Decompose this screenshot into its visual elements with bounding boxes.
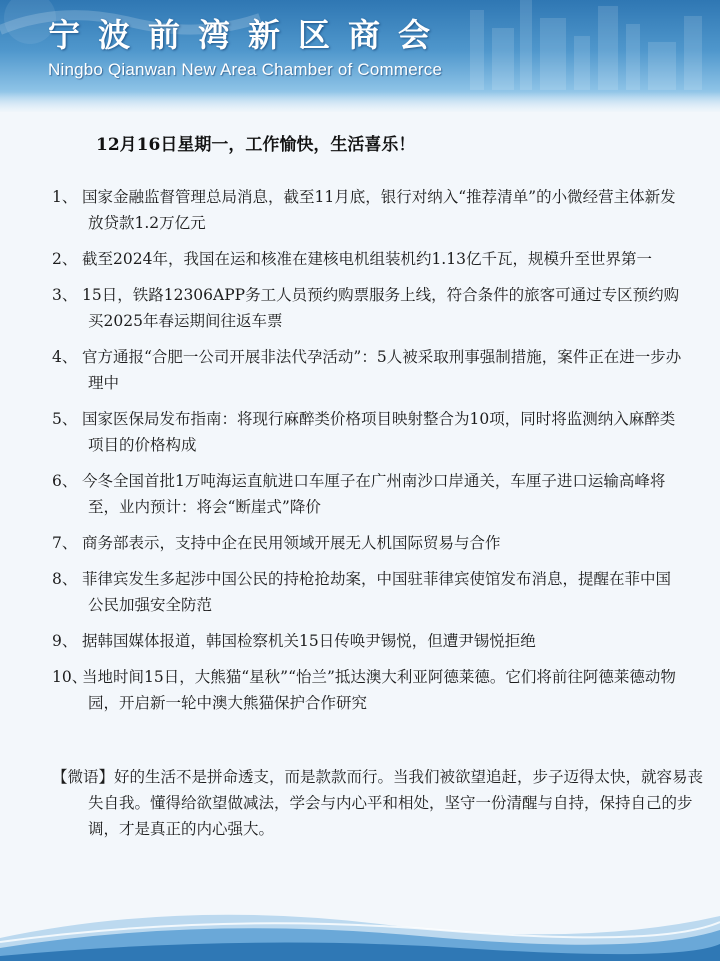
chamber-title-english: Ningbo Qianwan New Area Chamber of Commerce <box>48 60 443 79</box>
news-text: 截至2024年，我国在运和核准在建核电机组装机约1.13亿千瓦，规模升至世界第一 <box>82 250 652 268</box>
header-fade <box>0 92 720 112</box>
news-number: 1、 <box>52 188 78 206</box>
daily-remark <box>52 764 718 842</box>
news-item <box>52 628 682 654</box>
header-banner <box>0 0 720 112</box>
news-number: 9、 <box>52 632 78 650</box>
news-number: 2、 <box>52 250 78 268</box>
news-text: 商务部表示，支持中企在民用领域开展无人机国际贸易与合作 <box>82 534 501 552</box>
news-text: 今冬全国首批1万吨海运直航进口车厘子在广州南沙口岸通关，车厘子进口运输高峰将至，业内预计：将会“断崖式”降价 <box>82 472 666 516</box>
news-item <box>52 664 682 716</box>
news-list <box>52 184 682 726</box>
news-item <box>52 246 682 272</box>
news-text: 菲律宾发生多起涉中国公民的持枪抢劫案，中国驻菲律宾使馆发布消息，提醒在菲中国公民加强安全防范 <box>82 570 672 614</box>
news-text: 当地时间15日，大熊猫“星秋”“怡兰”抵达澳大利亚阿德莱德。它们将前往阿德莱德动物园，开启新一轮中澳大熊猫保护合作研究 <box>82 668 676 712</box>
news-number: 10、 <box>52 668 88 686</box>
news-text: 据韩国媒体报道，韩国检察机关15日传唤尹锡悦，但遭尹锡悦拒绝 <box>82 632 536 650</box>
news-item <box>52 184 682 236</box>
news-item <box>52 344 682 396</box>
remark-label: 【微语】 <box>52 768 115 786</box>
news-item <box>52 282 682 334</box>
news-number: 5、 <box>52 410 78 428</box>
news-item <box>52 530 682 556</box>
news-text: 国家医保局发布指南：将现行麻醉类价格项目映射整合为10项，同时将监测纳入麻醉类项目的价格构成 <box>82 410 676 454</box>
news-number: 3、 <box>52 286 78 304</box>
remark-text: 好的生活不是拼命透支，而是款款而行。当我们被欲望追赶，步子迈得太快，就容易丧失自我。懂得给欲望做减法，学会与内心平和相处，坚守一份清醒与自持，保持自己的步调，才是真正的内心强大。 <box>88 768 704 838</box>
news-number: 8、 <box>52 570 78 588</box>
news-number: 7、 <box>52 534 78 552</box>
news-number: 4、 <box>52 348 78 366</box>
news-item <box>52 468 682 520</box>
news-text: 官方通报“合肥一公司开展非法代孕活动”：5人被采取刑事强制措施，案件正在进一步办理中 <box>82 348 682 392</box>
news-item <box>52 566 682 618</box>
chamber-title-chinese: 宁波前湾新区商会 <box>48 16 449 54</box>
news-text: 15日，铁路12306APP务工人员预约购票服务上线，符合条件的旅客可通过专区预约购买2025年春运期间往返车票 <box>82 286 680 330</box>
news-text: 国家金融监督管理总局消息，截至11月底，银行对纳入“推荐清单”的小微经营主体新发放贷款1.2万亿元 <box>82 188 676 232</box>
news-item <box>52 406 682 458</box>
footer-wave-decoration <box>0 890 720 961</box>
news-number: 6、 <box>52 472 78 490</box>
date-heading: 12月16日星期一，工作愉快，生活喜乐！ <box>96 135 416 155</box>
